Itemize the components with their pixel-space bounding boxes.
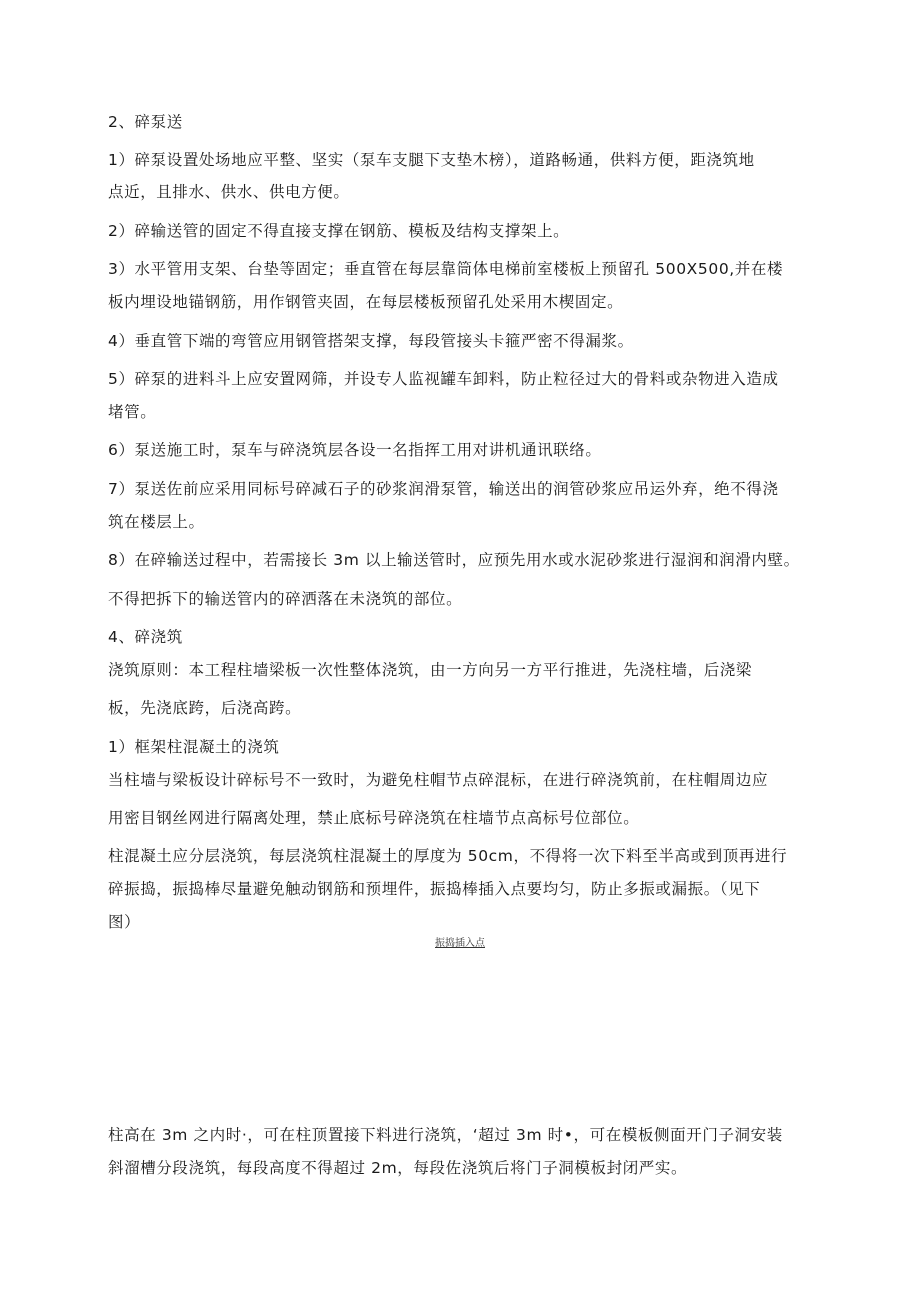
paragraph-line: 用密目钢丝网进行隔离处理，禁止底标号碎浇筑在柱墙节点高标号位部位。 (108, 809, 640, 827)
paragraph-line: 图） (108, 913, 141, 931)
figure-caption: 振捣插入点 (435, 938, 485, 949)
paragraph-line: 斜溜槽分段浇筑，每段高度不得超过 2m，每段佐浇筑后将门子洞模板封闭严实。 (108, 1159, 688, 1177)
paragraph-line: 堵管。 (108, 403, 157, 421)
paragraph-line: 3）水平管用支架、台垫等固定；垂直管在每层靠筒体电梯前室楼板上预留孔 500X500,并在楼 (108, 260, 784, 278)
paragraph-line: 8）在碎输送过程中，若需接长 3m 以上输送管时，应预先用水或水泥砂浆进行湿润和润滑内壁。 (108, 551, 800, 569)
paragraph-line: 1）碎泵设置处场地应平整、坚实（泵车支腿下支垫木榜），道路畅通，供料方便，距浇筑地 (108, 151, 755, 169)
paragraph-line: 当柱墙与梁板设计碎标号不一致时，为避免柱帽节点碎混标，在进行碎浇筑前，在柱帽周边应 (108, 771, 769, 789)
paragraph-line: 碎振捣，振捣棒尽量避免触动钢筋和预埋件，振捣棒插入点要均匀，防止多振或漏振。（见下 (108, 880, 761, 898)
heading-pumping: 2、碎泵送 (108, 113, 183, 131)
paragraph-line: 5）碎泵的进料斗上应安置网筛，并设专人监视罐车卸料，防止粒径过大的骨料或杂物进入造成 (108, 370, 779, 388)
heading-pouring: 4、碎浇筑 (108, 628, 183, 646)
paragraph-line: 板内埋设地锚钢筋，用作钢管夹固，在每层楼板预留孔处采用木楔固定。 (108, 293, 624, 311)
paragraph-line: 点近，且排水、供水、供电方便。 (108, 183, 350, 201)
paragraph-line: 浇筑原则：本工程柱墙梁板一次性整体浇筑，由一方向另一方平行推进，先浇柱墙，后浇梁 (108, 661, 753, 679)
paragraph-line: 柱混凝土应分层浇筑，每层浇筑柱混凝土的厚度为 50cm，不得将一次下料至半高或到顶再进行 (108, 847, 788, 865)
paragraph-line: 4）垂直管下端的弯管应用钢管搭架支撑，每段管接头卡箍严密不得漏浆。 (108, 332, 634, 350)
paragraph-line: 6）泵送施工时，泵车与碎浇筑层各设一名指挥工用对讲机通讯联络。 (108, 441, 602, 459)
paragraph-line: 板，先浇底跨，后浇高跨。 (108, 699, 302, 717)
paragraph-line: 7）泵送佐前应采用同标号碎减石子的砂浆润滑泵管，输送出的润管砂浆应吊运外弃，绝不得浇 (108, 480, 779, 498)
paragraph-line: 不得把拆下的输送管内的碎洒落在未浇筑的部位。 (108, 590, 463, 608)
subheading-column-pouring: 1）框架柱混凝土的浇筑 (108, 738, 280, 756)
paragraph-line: 柱高在 3m 之内时·，可在柱顶置接下料进行浇筑，‘超过 3m 时•，可在模板侧面开门子洞安装 (108, 1126, 783, 1144)
paragraph-line: 筑在楼层上。 (108, 513, 205, 531)
paragraph-line: 2）碎输送管的固定不得直接支撑在钢筋、模板及结构支撑架上。 (108, 222, 570, 240)
